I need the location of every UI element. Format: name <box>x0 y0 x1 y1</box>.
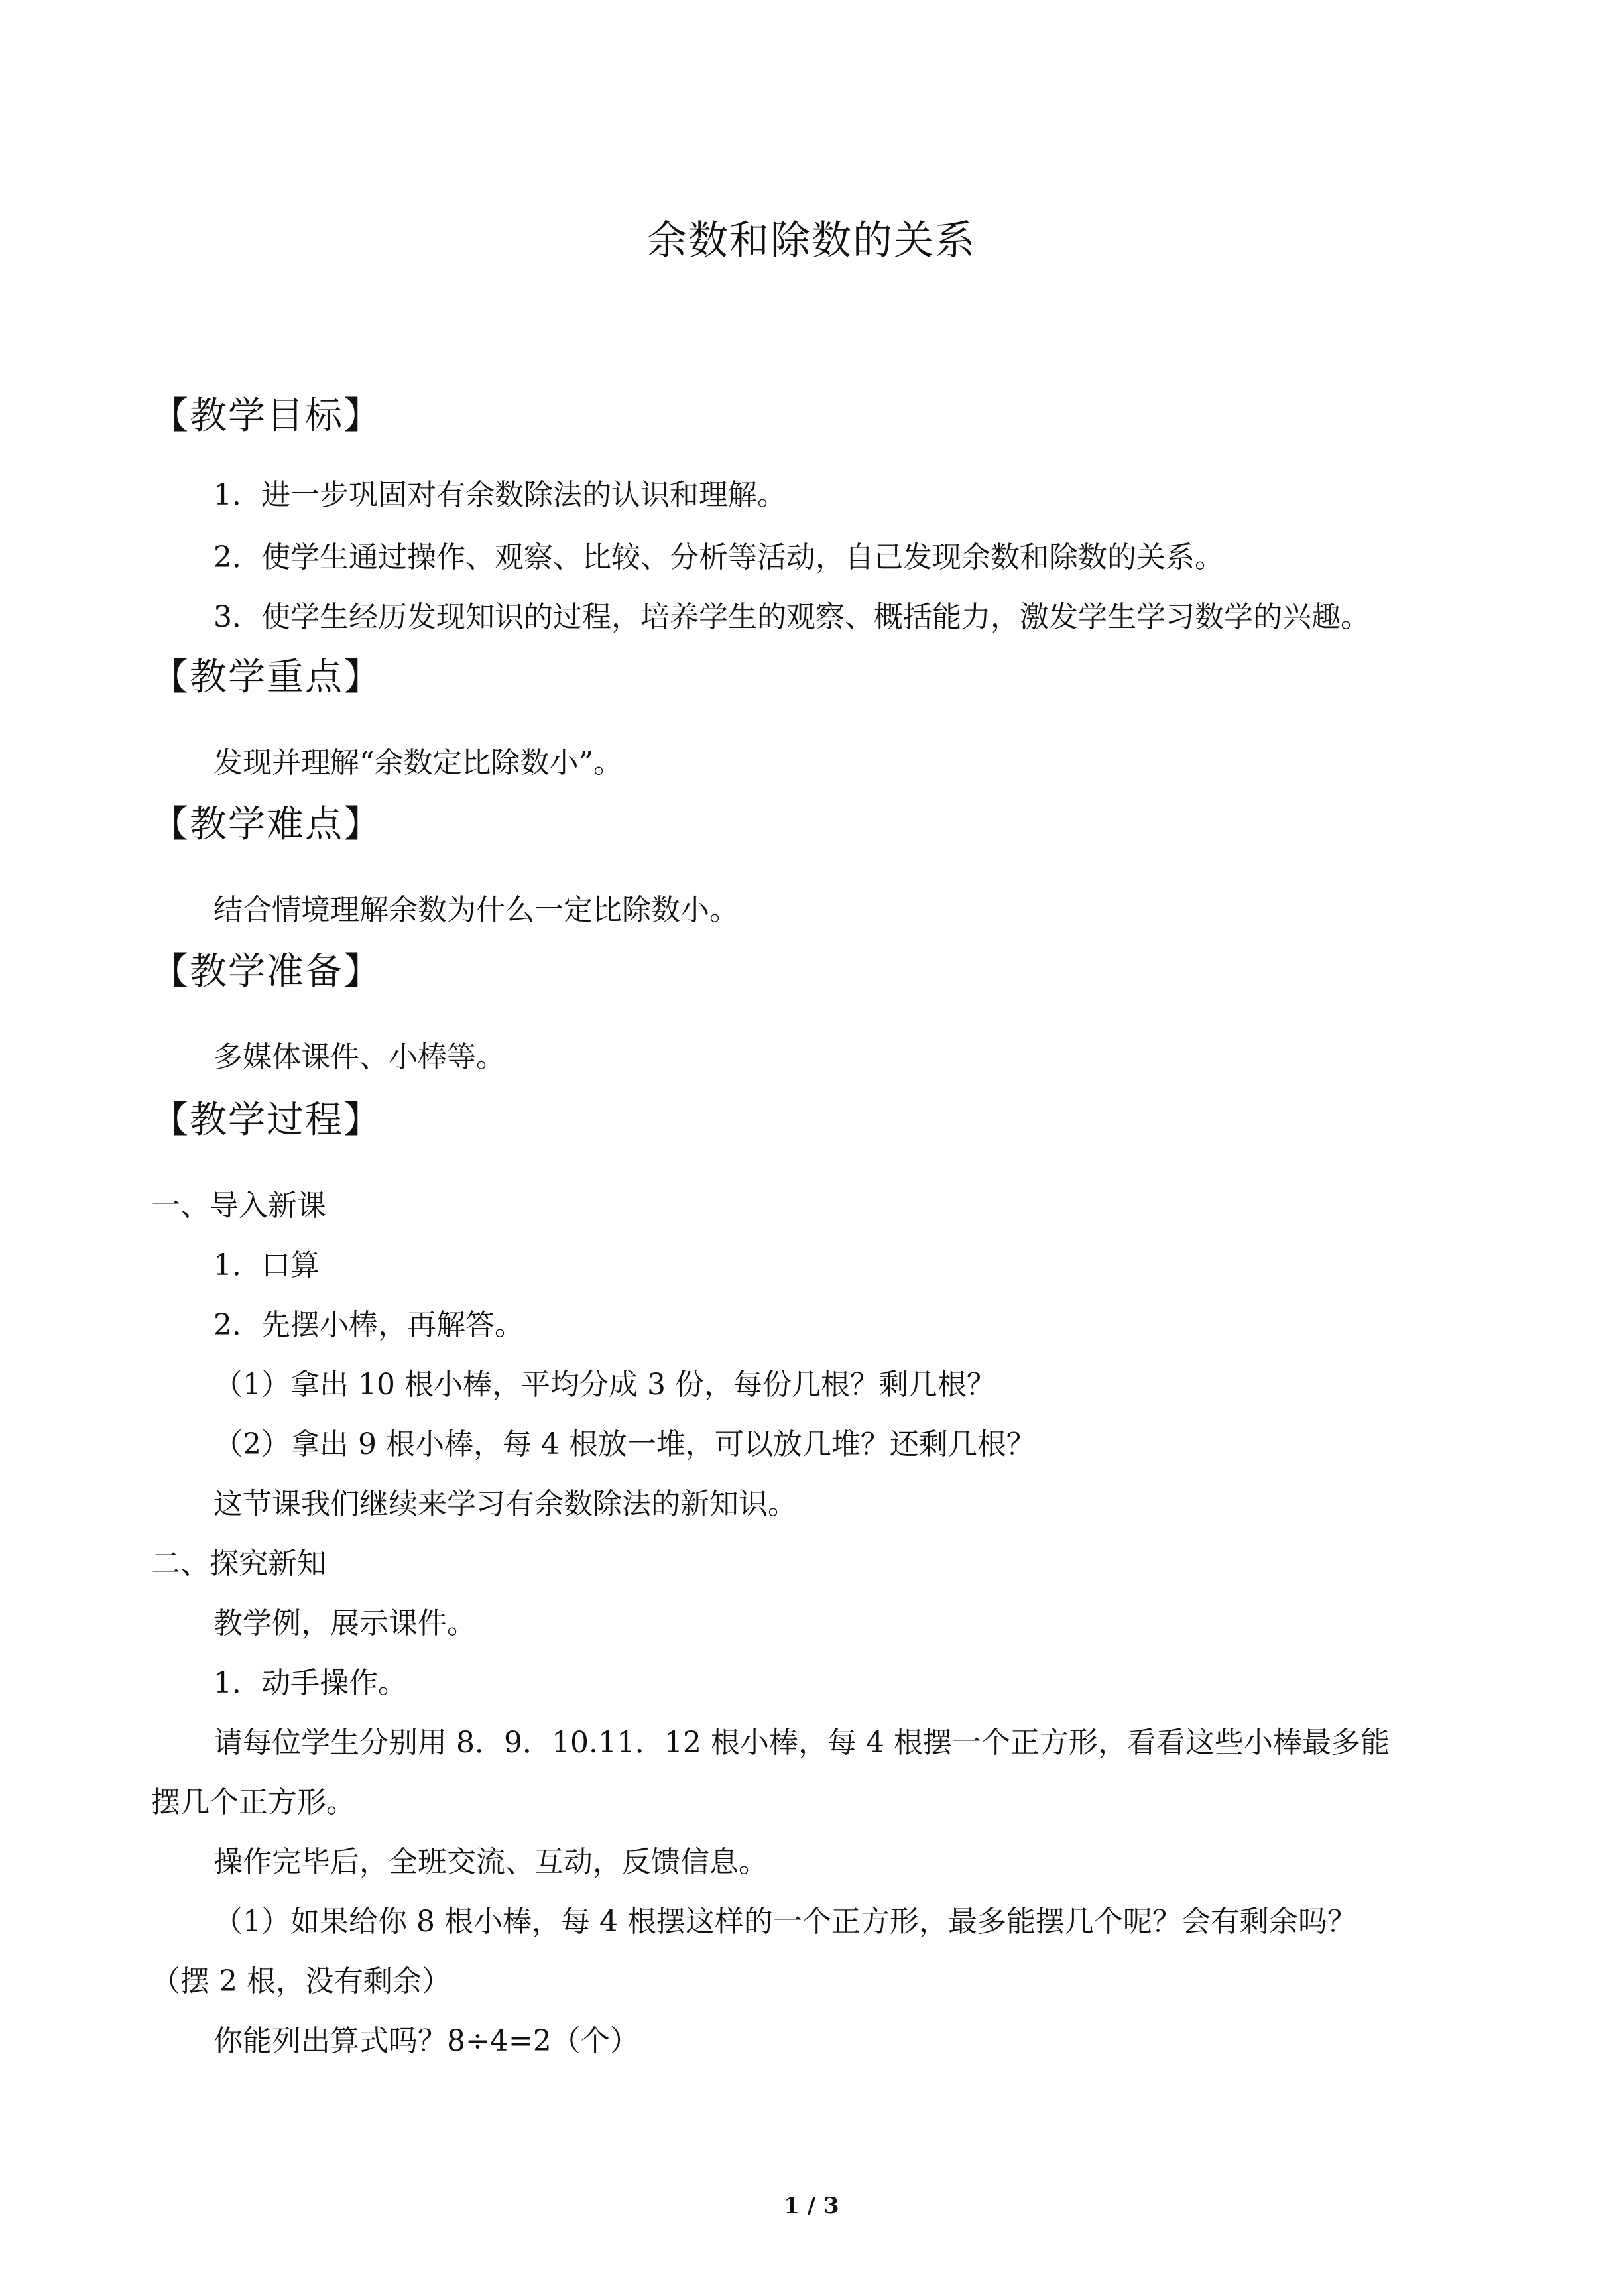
heading-preparation: 【教学准备】 <box>151 950 382 993</box>
part2-line-1: 教学例，展示课件。 <box>213 1606 476 1640</box>
difficulties-text: 结合情境理解余数为什么一定比除数小。 <box>213 893 739 927</box>
goal-item-3: 3．使学生经历发现知识的过程，培养学生的观察、概括能力，激发学生学习数学的兴趣。 <box>213 600 1370 634</box>
part2-line-2: 1．动手操作。 <box>213 1666 407 1700</box>
goal-item-1: 1．进一步巩固对有余数除法的认识和理解。 <box>213 478 786 512</box>
document-title: 余数和除数的关系 <box>647 217 976 264</box>
heading-teaching-goals: 【教学目标】 <box>151 394 382 438</box>
heading-key-points: 【教学重点】 <box>151 656 382 699</box>
part1-line-1: 1．口算 <box>213 1248 320 1282</box>
part2-line-8: 你能列出算式吗？8÷4=2（个） <box>213 2024 639 2058</box>
part1-line-4: （2）拿出 9 根小棒，每 4 根放一堆，可以放几堆？还剩几根？ <box>213 1427 1036 1461</box>
part2-title: 二、探究新知 <box>151 1547 326 1581</box>
part2-line-3: 请每位学生分别用 8．9．10.11．12 根小棒，每 4 根摆一个正方形，看看这些小棒最多能 <box>213 1726 1390 1760</box>
preparation-text: 多媒体课件、小棒等。 <box>213 1040 505 1074</box>
part2-line-5: 操作完毕后，全班交流、互动，反馈信息。 <box>213 1845 768 1879</box>
page-number: 1 / 3 <box>784 2193 839 2219</box>
part1-line-5: 这节课我们继续来学习有余数除法的新知识。 <box>213 1487 797 1521</box>
goal-item-2: 2．使学生通过操作、观察、比较、分析等活动，自己发现余数和除数的关系。 <box>213 540 1224 574</box>
part1-title: 一、导入新课 <box>151 1189 326 1223</box>
part2-line-6: （1）如果给你 8 根小棒，每 4 根摆这样的一个正方形，最多能摆几个呢？会有剩余吗？ <box>213 1905 1356 1939</box>
part1-line-2: 2．先摆小棒，再解答。 <box>213 1308 524 1342</box>
part1-line-3: （1）拿出 10 根小棒，平均分成 3 份，每份几根？剩几根？ <box>213 1368 996 1402</box>
heading-difficulties: 【教学难点】 <box>151 803 382 846</box>
part2-line-4: 摆几个正方形。 <box>151 1785 355 1819</box>
part2-line-7: （摆 2 根，没有剩余） <box>151 1964 451 1998</box>
heading-process: 【教学过程】 <box>151 1099 382 1142</box>
key-points-text: 发现并理解“余数定比除数小”。 <box>213 746 623 780</box>
